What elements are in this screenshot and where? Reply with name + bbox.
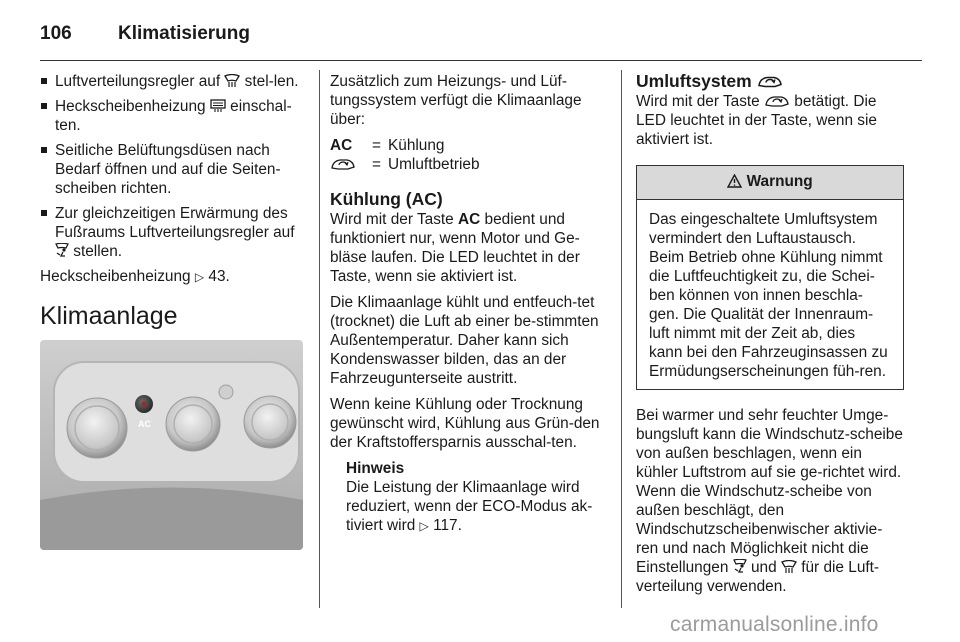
column-divider <box>319 70 320 608</box>
climate-control-photo <box>40 340 303 550</box>
recirculation-icon <box>764 95 790 108</box>
legend-row: = Umluftbetrieb <box>330 155 605 174</box>
footwell-windshield-icon <box>733 559 747 574</box>
paragraph: Wird mit der Taste betätigt. Die LED leuchtet in der Taste, wenn sie aktiviert ist. <box>636 93 877 148</box>
footwell-windshield-icon <box>55 243 69 258</box>
column-3 <box>636 72 904 603</box>
right-knob <box>244 396 296 448</box>
note-title: Hinweis <box>346 460 405 477</box>
note-box <box>330 459 605 536</box>
page-ref-arrow-icon: ▷ <box>419 519 429 533</box>
header-rule <box>40 60 922 61</box>
chapter-title: Klimatisierung <box>118 23 250 44</box>
paragraph: Wenn keine Kühlung oder Trocknung gewünscht wird, Kühlung aus Grün-den der Kraftstoffersparnis ausschal-ten. <box>330 396 600 451</box>
rear-window-heater-icon <box>210 99 226 113</box>
windshield-defrost-icon <box>224 74 240 88</box>
center-knob <box>166 397 220 451</box>
windshield-defrost-icon <box>781 560 797 574</box>
paragraph: Wird mit der Taste AC bedient und funktioniert nur, wenn Motor und Ge-bläse laufen. Die LED leuchtet in der Taste, wenn sie aktiviert ist. <box>330 211 580 285</box>
legend-row: AC = Kühlung <box>330 137 445 154</box>
intro-text: Zusätzlich zum Heizungs- und Lüf-tungssystem verfügt die Klimaanlage über: <box>330 73 582 128</box>
column-divider <box>621 70 622 608</box>
warning-triangle-icon <box>727 174 742 188</box>
section-title: Klimaanlage <box>40 302 178 330</box>
paragraph: Bei warmer und sehr feuchter Umge-bungsluft kann die Windschutz-scheibe von außen beschlagen, wenn ein kühler Luftstrom auf sie ge-richtet wird. Wenn die Windschutz-scheibe von außen beschlägt, den Windschutzscheibenwischer aktivie-ren und nach Möglichkeit nicht die Einstellungen und für die Luft-verteilung verwenden. <box>636 407 903 595</box>
recirculation-icon <box>330 158 356 171</box>
section-title: Kühlung (AC) <box>330 189 443 209</box>
svg-text:AC: AC <box>138 419 151 429</box>
cross-reference: Heckscheibenheizung ▷ 43. <box>40 268 230 285</box>
paragraph: Die Klimaanlage kühlt und entfeuch-tet (trocknet) die Luft ab einer be-stimmten Außentemperatur. Daher kann sich Kondenswasser bilden, das an der Fahrzeugunterseite austritt. <box>330 294 599 387</box>
note-text: Die Leistung der Klimaanlage wird reduziert, wenn der ECO-Modus ak-tiviert wird ▷ 117. <box>346 479 593 534</box>
warning-header: Warnung <box>637 166 903 200</box>
page-number: 106 <box>40 23 72 44</box>
list-item: Heckscheibenheizung einschal-ten. <box>40 97 310 135</box>
page-ref-arrow-icon: ▷ <box>194 270 205 284</box>
climate-panel-illustration <box>40 340 303 550</box>
left-knob <box>67 398 127 458</box>
symbol-legend <box>330 136 605 174</box>
list-item: Luftverteilungsregler auf stel-len. <box>40 72 310 91</box>
warning-text: Das eingeschaltete Umluftsystem vermindert den Luftaustausch. Beim Betrieb ohne Kühlung nimmt die Luftfeuchtigkeit zu, die Schei-ben können von innen beschla-gen. Die Qualität der Innenraum-luft nimmt mit der Zeit ab, dies kann bei den Fahrzeuginsassen zu Ermüdungserscheinungen füh-ren. <box>649 211 888 380</box>
list-item: Zur gleichzeitigen Erwärmung des Fußraums Luftverteilungsregler auf stellen. <box>40 204 310 261</box>
instruction-list <box>40 72 310 261</box>
recirculation-icon <box>757 75 783 89</box>
page-header <box>40 14 250 54</box>
list-item: Seitliche Belüftungsdüsen nach Bedarf öffnen und auf die Seiten-scheiben richten. <box>40 141 310 198</box>
column-2 <box>330 72 605 536</box>
watermark: carmanualsonline.info <box>670 613 879 636</box>
section-title: Umluftsystem <box>636 72 904 91</box>
column-1 <box>40 72 310 550</box>
warning-box <box>636 165 904 390</box>
